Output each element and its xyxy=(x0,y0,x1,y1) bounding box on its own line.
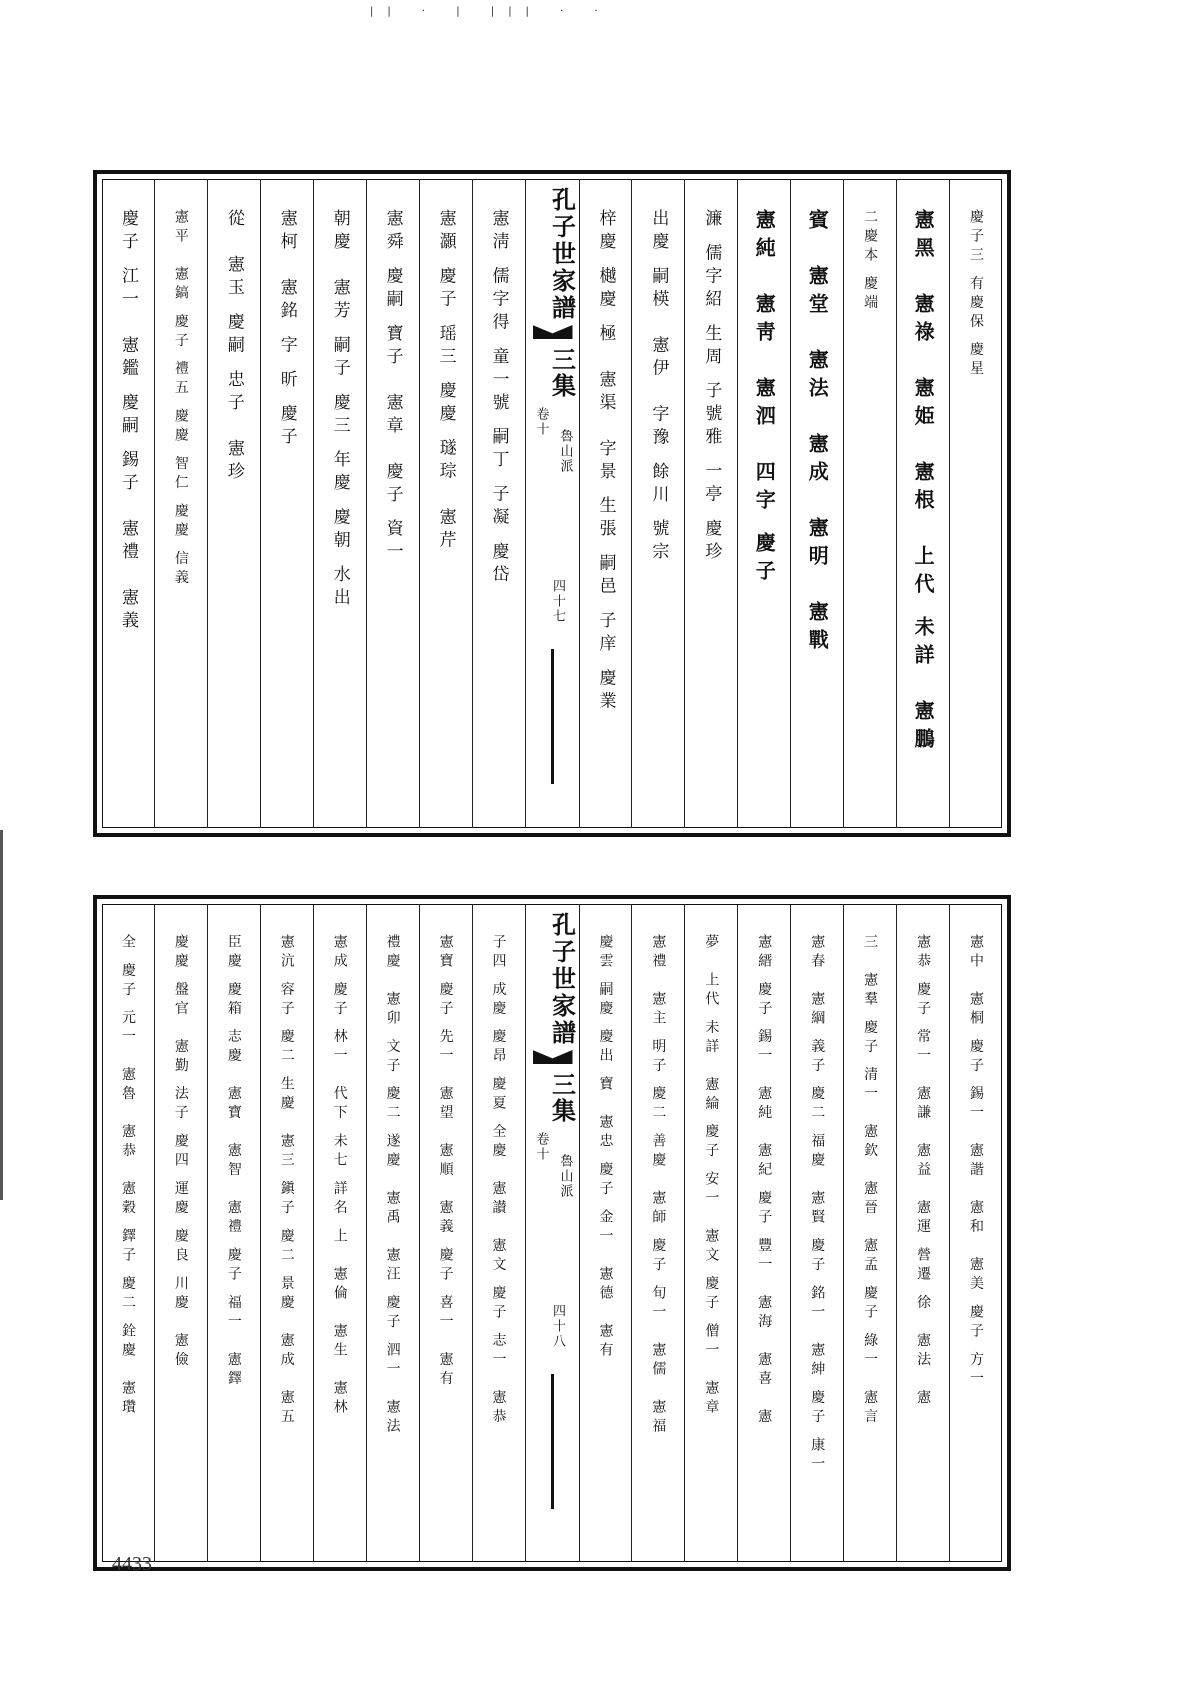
text-column xyxy=(737,179,790,828)
column-text: 夢 上代 未詳 憲綸 慶子 安一 憲文 慶子 僧一 憲章 xyxy=(703,934,720,1419)
column-text: 憲純 憲靑 憲泗 四字 慶子 xyxy=(752,209,777,588)
column-text: 子四 成慶 慶昂 慶夏 全慶 憲讃 憲文 慶子 志一 憲恭 xyxy=(490,934,507,1428)
text-column xyxy=(684,904,737,1562)
text-columns xyxy=(102,179,1002,828)
column-text: 憲恭 慶子 常一 憲謙 憲益 憲運 營遷 徐 憲法 憲 xyxy=(915,934,932,1409)
center-fold-banxin xyxy=(525,179,579,828)
book-title: 孔子世家譜 xyxy=(547,187,577,322)
column-text: 憲舜 慶嗣 寶子 憲章 慶子 資一 xyxy=(382,209,403,566)
book-title: 孔子世家譜 xyxy=(547,912,577,1047)
text-column xyxy=(472,179,525,828)
page-number: 4433 xyxy=(112,1553,152,1575)
column-text: 憲縉 慶子 錫一 憲純 憲紀 慶子 豐一 憲海 憲喜 憲 xyxy=(756,934,773,1428)
column-text: 全 慶子 元一 憲魯 憲恭 憲穀 鐸子 慶二 銓慶 憲瓚 xyxy=(119,934,136,1419)
fold-rule xyxy=(551,1374,554,1509)
column-text: 憲成 慶子 林一 代下 未七 詳名 上 憲倫 憲生 憲林 xyxy=(331,934,348,1419)
text-column xyxy=(949,179,1002,828)
column-text: 二慶本 慶端 xyxy=(862,209,879,314)
branch-label: 魯山派 xyxy=(557,429,573,474)
text-column xyxy=(260,904,313,1562)
text-column xyxy=(896,179,949,828)
text-column xyxy=(366,179,419,828)
text-column xyxy=(790,904,843,1562)
column-text: 慶雲 嗣慶 慶出 寶 憲忠 慶子 金一 憲德 憲有 xyxy=(597,934,614,1362)
leaf-number: 四十七 xyxy=(550,579,565,624)
volume-label: 卷十 xyxy=(533,407,549,437)
column-text: 慶慶 盤官 憲勤 法子 慶四 運慶 慶良 川慶 憲儉 xyxy=(172,934,189,1371)
text-column xyxy=(313,179,366,828)
column-text: 賓 憲堂 憲法 憲成 憲明 憲戰 xyxy=(805,209,830,657)
text-column xyxy=(737,904,790,1562)
column-text: 憲沆 容子 慶二 生慶 憲三 鎭子 慶二 景慶 憲成 憲五 xyxy=(278,934,295,1428)
text-column xyxy=(102,904,154,1562)
series-label: 三集 xyxy=(547,347,577,399)
text-columns xyxy=(102,904,1002,1562)
column-text: 憲灝 慶子 瑶三 慶慶 璲琮 憲芹 xyxy=(435,209,456,554)
text-column xyxy=(790,179,843,828)
column-text: 憲中 憲桐 慶子 錫一 憲諧 憲和 憲美 慶子 方一 xyxy=(968,934,985,1390)
fish-tail-mark xyxy=(533,1050,573,1064)
text-column xyxy=(472,904,525,1562)
text-column xyxy=(313,904,366,1562)
text-column xyxy=(843,904,896,1562)
text-column xyxy=(102,179,154,828)
leaf-number: 四十八 xyxy=(550,1304,565,1349)
genealogy-page-bottom xyxy=(93,895,1011,1571)
column-text: 三 憲羣 慶子 清一 憲欽 憲晉 憲孟 慶子 綠一 憲言 xyxy=(862,934,879,1428)
fold-rule xyxy=(551,649,554,784)
volume-label: 卷十 xyxy=(533,1132,549,1162)
column-text: 濂 儒字紹 生周 子號雅 一亭 慶珍 xyxy=(701,209,722,566)
column-text: 憲淸 儒字得 童一號 嗣丁 子凝 慶岱 xyxy=(488,209,509,589)
center-fold-banxin xyxy=(525,904,579,1562)
column-text: 憲柯 憲銘 字 昕 慶子 xyxy=(276,209,297,451)
genealogy-page-top xyxy=(93,170,1011,837)
column-text: 朝慶 憲芳 嗣子 慶三 年慶 慶朝 水出 xyxy=(329,209,350,612)
column-text: 憲平 憲鎬 慶子 禮五 慶慶 智仁 慶慶 信義 xyxy=(172,209,189,589)
column-text: 憲黑 憲祿 憲姫 憲根 上代 未詳 憲鵬 xyxy=(911,209,936,756)
text-column xyxy=(684,179,737,828)
fish-tail-mark xyxy=(533,325,573,339)
text-column xyxy=(366,904,419,1562)
text-column xyxy=(207,179,260,828)
text-column xyxy=(896,904,949,1562)
text-column xyxy=(154,179,207,828)
text-column xyxy=(260,179,313,828)
text-column xyxy=(631,179,684,828)
branch-label: 魯山派 xyxy=(557,1154,573,1199)
text-column xyxy=(154,904,207,1562)
text-column xyxy=(419,179,472,828)
text-column xyxy=(579,179,632,828)
column-text: 憲寶 慶子 先一 憲望 憲順 憲義 慶子 喜一 憲有 xyxy=(437,934,454,1390)
top-edge-marks: || · | ||| · · xyxy=(370,6,612,17)
column-text: 慶子三 有慶保 慶星 xyxy=(968,209,985,380)
text-column xyxy=(419,904,472,1562)
text-column xyxy=(631,904,684,1562)
column-text: 慶子 江一 憲鑑 慶嗣 錫子 憲禮 憲義 xyxy=(117,209,138,635)
column-text: 臣慶 慶箱 志慶 憲寶 憲智 憲禮 慶子 福一 憲鐸 xyxy=(225,934,242,1390)
column-text: 憲春 憲綱 義子 慶二 福慶 憲賢 慶子 銘一 憲紳 慶子 康一 xyxy=(809,934,826,1476)
series-label: 三集 xyxy=(547,1072,577,1124)
text-column xyxy=(207,904,260,1562)
text-column xyxy=(579,904,632,1562)
column-text: 出慶 嗣楧 憲伊 字豫 餘川 號宗 xyxy=(648,209,669,566)
text-column xyxy=(843,179,896,828)
column-text: 從 憲玉 慶嗣 忠子 憲珍 xyxy=(223,209,244,485)
column-text: 梓慶 樾慶 極 憲渠 字景 生張 嗣邑 子庠 慶業 xyxy=(595,209,616,715)
scan-edge-line xyxy=(0,830,3,1200)
column-text: 禮慶 憲卯 文子 慶二 遂慶 憲禹 憲汪 慶子 泗一 憲法 xyxy=(384,934,401,1438)
column-text: 憲禮 憲主 明子 慶二 善慶 憲師 慶子 旬一 憲儒 憲福 xyxy=(650,934,667,1438)
text-column xyxy=(949,904,1002,1562)
